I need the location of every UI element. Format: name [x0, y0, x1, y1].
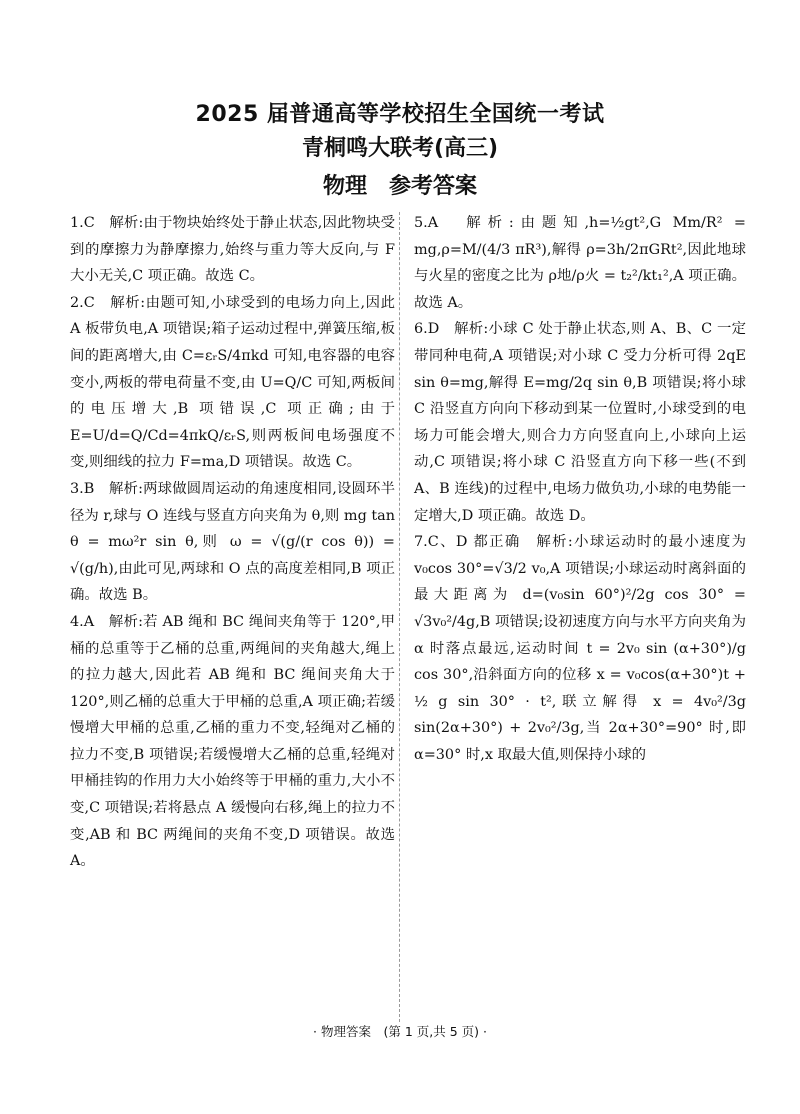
exam-subtitle: 青桐鸣大联考(高三) — [301, 136, 499, 161]
right-column — [414, 210, 746, 768]
answer-item-1: 1.C 解析:由于物块始终处于静止状态,因此物块受到的摩擦力为静摩擦力,始终与重力等大反向,与 F 大小无关,C 项正确。故选 C。 — [70, 215, 395, 285]
exam-title: 2025 届普通高等学校招生全国统一考试 — [195, 102, 605, 127]
answer-item-3: 3.B 解析:两球做圆周运动的角速度相同,设圆环半径为 r,球与 O 连线与竖直方向夹角为 θ,则 mg tan θ = mω²r sin θ,则 ω = √(g/(r cos θ)) = √(g/h),由此可见,两球和 O 点的高度差相同,B 项正确。故选 B。 — [70, 480, 395, 604]
left-column — [70, 210, 395, 875]
answer-key-title: 物理 参考答案 — [322, 174, 477, 199]
page-header — [0, 98, 800, 206]
answer-item-5: 5.A 解析:由题知,h=½gt²,G Mm/R² = mg,ρ=M/(4/3 πR³),解得 ρ=3h/2πGRt²,因此地球与火星的密度之比为 ρ地/ρ火 = t₂²/kt₁²,A 项正确。故选 A。 — [414, 215, 746, 311]
answer-item-4: 4.A 解析:若 AB 绳和 BC 绳间夹角等于 120°,甲桶的总重等于乙桶的总重,两绳间的夹角越大,绳上的拉力越大,因此若 AB 绳和 BC 绳间夹角大于 120°,则乙桶的总重大于甲桶的总重,A 项正确;若缓慢增大甲桶的总重,乙桶的重力不变,轻绳对乙桶的拉力不变,B 项错误;若缓慢增大乙桶的总重,轻绳对甲桶挂钩的作用力大小始终等于甲桶的重力,大小不变,C 项错误;若将悬点 A 缓慢向右移,绳上的拉力不变,AB 和 BC 两绳间的夹角不变,D 项错误。故选 A。 — [70, 613, 395, 870]
answer-item-2: 2.C 解析:由题可知,小球受到的电场力向上,因此 A 板带负电,A 项错误;箱子运动过程中,弹簧压缩,板间的距离增大,由 C=εᵣS/4πkd 可知,电容器的电容变小,两板的带电荷量不变,由 U=Q/C 可知,两板间的电压增大,B 项错误,C 项正确;由于 E=U/d=Q/Cd=4πkQ/εᵣS,则两板间电场强度不变,则细线的拉力 F=ma,D 项错误。故选 C。 — [70, 294, 395, 471]
answer-item-7: 7.C、D 都正确 解析:小球运动时的最小速度为 v₀cos 30°=√3/2 v₀,A 项错误;小球运动时离斜面的最大距离为 d=(v₀sin 60°)²/2g cos 30° = √3v₀²/4g,B 项错误;设初速度方向与水平方向夹角为 α 时落点最远,运动时间 t = 2v₀ sin (α+30°)/g cos 30°,沿斜面方向的位移 x = v₀cos(α+30°)t + ½ g sin 30° · t²,联立解得 x = 4v₀²/3g sin(2α+30°) + 2v₀²/3g,当 2α+30°=90° 时,即 α=30° 时,x 取最大值,则保持小球的 — [414, 534, 746, 763]
column-divider — [399, 212, 400, 1022]
answer-item-6: 6.D 解析:小球 C 处于静止状态,则 A、B、C 一定带同种电荷,A 项错误;对小球 C 受力分析可得 2qE sin θ=mg,解得 E=mg/2q sin θ,B 项错误;将小球 C 沿竖直方向向下移动到某一位置时,小球受到的电场力可能会增大,则合力方向竖直向上,小球向上运动,C 项错误;将小球 C 沿竖直方向下移一些(不到 A、B 连线)的过程中,电场力做负功,小球的电势能一定增大,D 项正确。故选 D。 — [414, 321, 746, 524]
page-footer: · 物理答案 (第 1 页,共 5 页) · — [313, 1024, 487, 1039]
